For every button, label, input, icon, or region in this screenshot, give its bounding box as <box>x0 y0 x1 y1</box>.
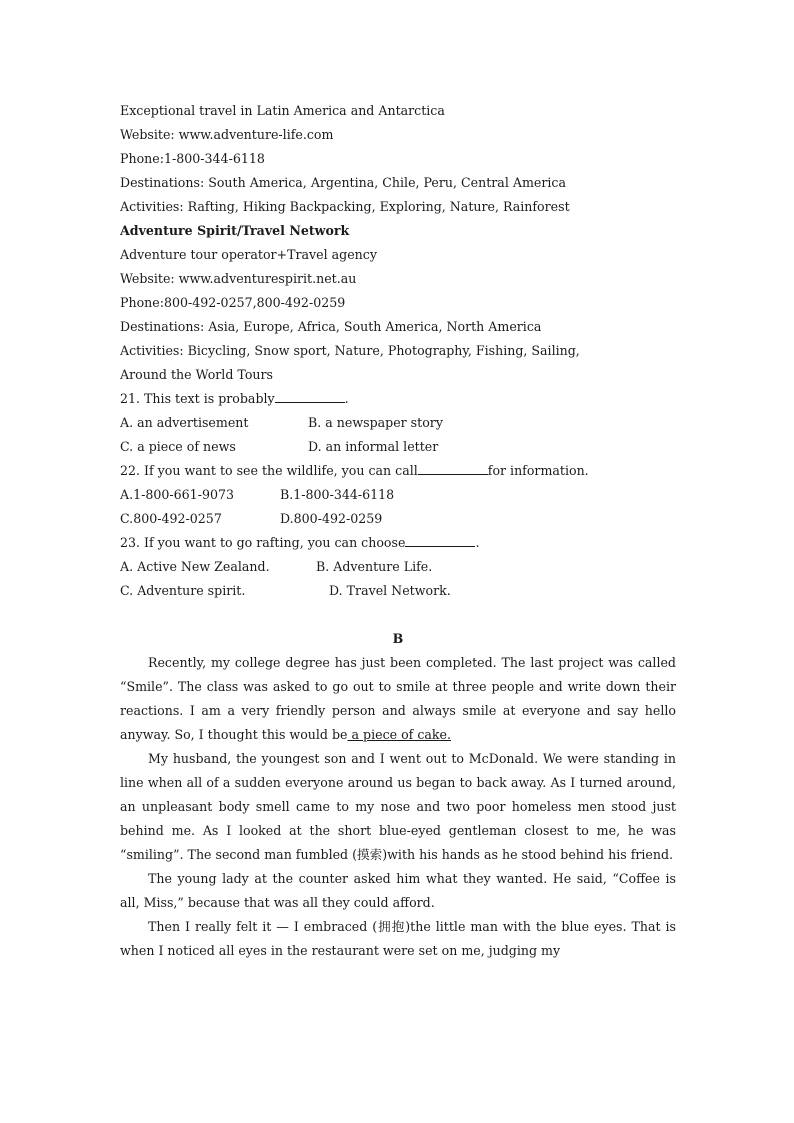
q23-option-d: D. Travel Network. <box>329 583 451 598</box>
q21-stem-end: . <box>344 391 349 406</box>
passage-paragraph-3: The young lady at the counter asked him what they wanted. He said, “Coffee is all, Miss,” because that was all they could afford. <box>120 871 676 910</box>
company2-website: Website: www.adventurespirit.net.au <box>120 271 357 286</box>
passage-paragraph-4: Then I really felt it — I embraced (拥抱)the little man with the blue eyes. That is when I noticed all eyes in the restaurant were set on me, judging my <box>120 919 676 958</box>
q23-options-row2 <box>120 579 676 603</box>
q23-stem-end: . <box>475 535 480 550</box>
q21-options-row2 <box>120 435 676 459</box>
q22-options-row2 <box>120 507 676 531</box>
q23-option-a: A. Active New Zealand. <box>120 559 270 574</box>
p1-text: Recently, my college degree has just been completed. The last project was called “Smile”. The class was asked to go out to smile at three people and write down their reactions. I am a very friendly person and always smile at everyone and say hello anyway. So, I thought this would be <box>120 655 676 742</box>
passage-paragraph-1 <box>120 651 676 747</box>
q21-option-b: B. a newspaper story <box>308 415 443 430</box>
q22-stem-end: for information. <box>487 463 589 478</box>
q21-options-row1 <box>120 411 676 435</box>
p1-underlined-phrase: a piece of cake. <box>347 727 451 742</box>
q22-option-b: B.1-800-344-6118 <box>280 487 395 502</box>
q22-option-a: A.1-800-661-9073 <box>120 487 235 502</box>
company1-tagline: Exceptional travel in Latin America and Antarctica <box>120 103 445 118</box>
company1-phone: Phone:1-800-344-6118 <box>120 151 265 166</box>
section-spacer <box>120 603 676 627</box>
q23-option-c: C. Adventure spirit. <box>120 583 246 598</box>
section-b-heading: B <box>392 631 404 646</box>
company2-activities-line1: Activities: Bicycling, Snow sport, Nature, Photography, Fishing, Sailing, <box>120 343 580 358</box>
company2-tagline: Adventure tour operator+Travel agency <box>120 247 377 262</box>
company1-website: Website: www.adventure-life.com <box>120 127 334 142</box>
question-21 <box>120 387 676 411</box>
q23-options-row1 <box>120 555 676 579</box>
company2-name: Adventure Spirit/Travel Network <box>120 223 350 238</box>
company2-destinations: Destinations: Asia, Europe, Africa, South America, North America <box>120 319 542 334</box>
q21-blank <box>275 388 345 403</box>
q23-blank <box>405 532 475 547</box>
q22-stem: 22. If you want to see the wildlife, you can call <box>120 463 418 478</box>
q21-option-d: D. an informal letter <box>308 439 439 454</box>
q22-option-c: C.800-492-0257 <box>120 511 222 526</box>
q23-stem: 23. If you want to go rafting, you can choose <box>120 535 406 550</box>
q21-stem: 21. This text is probably <box>120 391 275 406</box>
question-22 <box>120 459 676 483</box>
company2-phone: Phone:800-492-0257,800-492-0259 <box>120 295 346 310</box>
company1-destinations: Destinations: South America, Argentina, Chile, Peru, Central America <box>120 175 566 190</box>
document-page <box>120 99 676 963</box>
q22-options-row1 <box>120 483 676 507</box>
q23-option-b: B. Adventure Life. <box>316 559 433 574</box>
passage-paragraph-2: My husband, the youngest son and I went out to McDonald. We were standing in line when all of a sudden everyone around us began to back away. As I turned around, an unpleasant body smell came to my nose and two poor homeless men stood just behind me. As I looked at the short blue-eyed gentleman closest to me, he was “smiling”. The second man fumbled (摸索)with his hands as he stood behind his friend. <box>120 751 676 862</box>
company1-activities: Activities: Rafting, Hiking Backpacking, Exploring, Nature, Rainforest <box>120 199 570 214</box>
company2-activities-line2: Around the World Tours <box>120 367 273 382</box>
q22-blank <box>418 460 488 475</box>
q22-option-d: D.800-492-0259 <box>280 511 383 526</box>
q21-option-a: A. an advertisement <box>120 415 249 430</box>
question-23 <box>120 531 676 555</box>
q21-option-c: C. a piece of news <box>120 439 236 454</box>
